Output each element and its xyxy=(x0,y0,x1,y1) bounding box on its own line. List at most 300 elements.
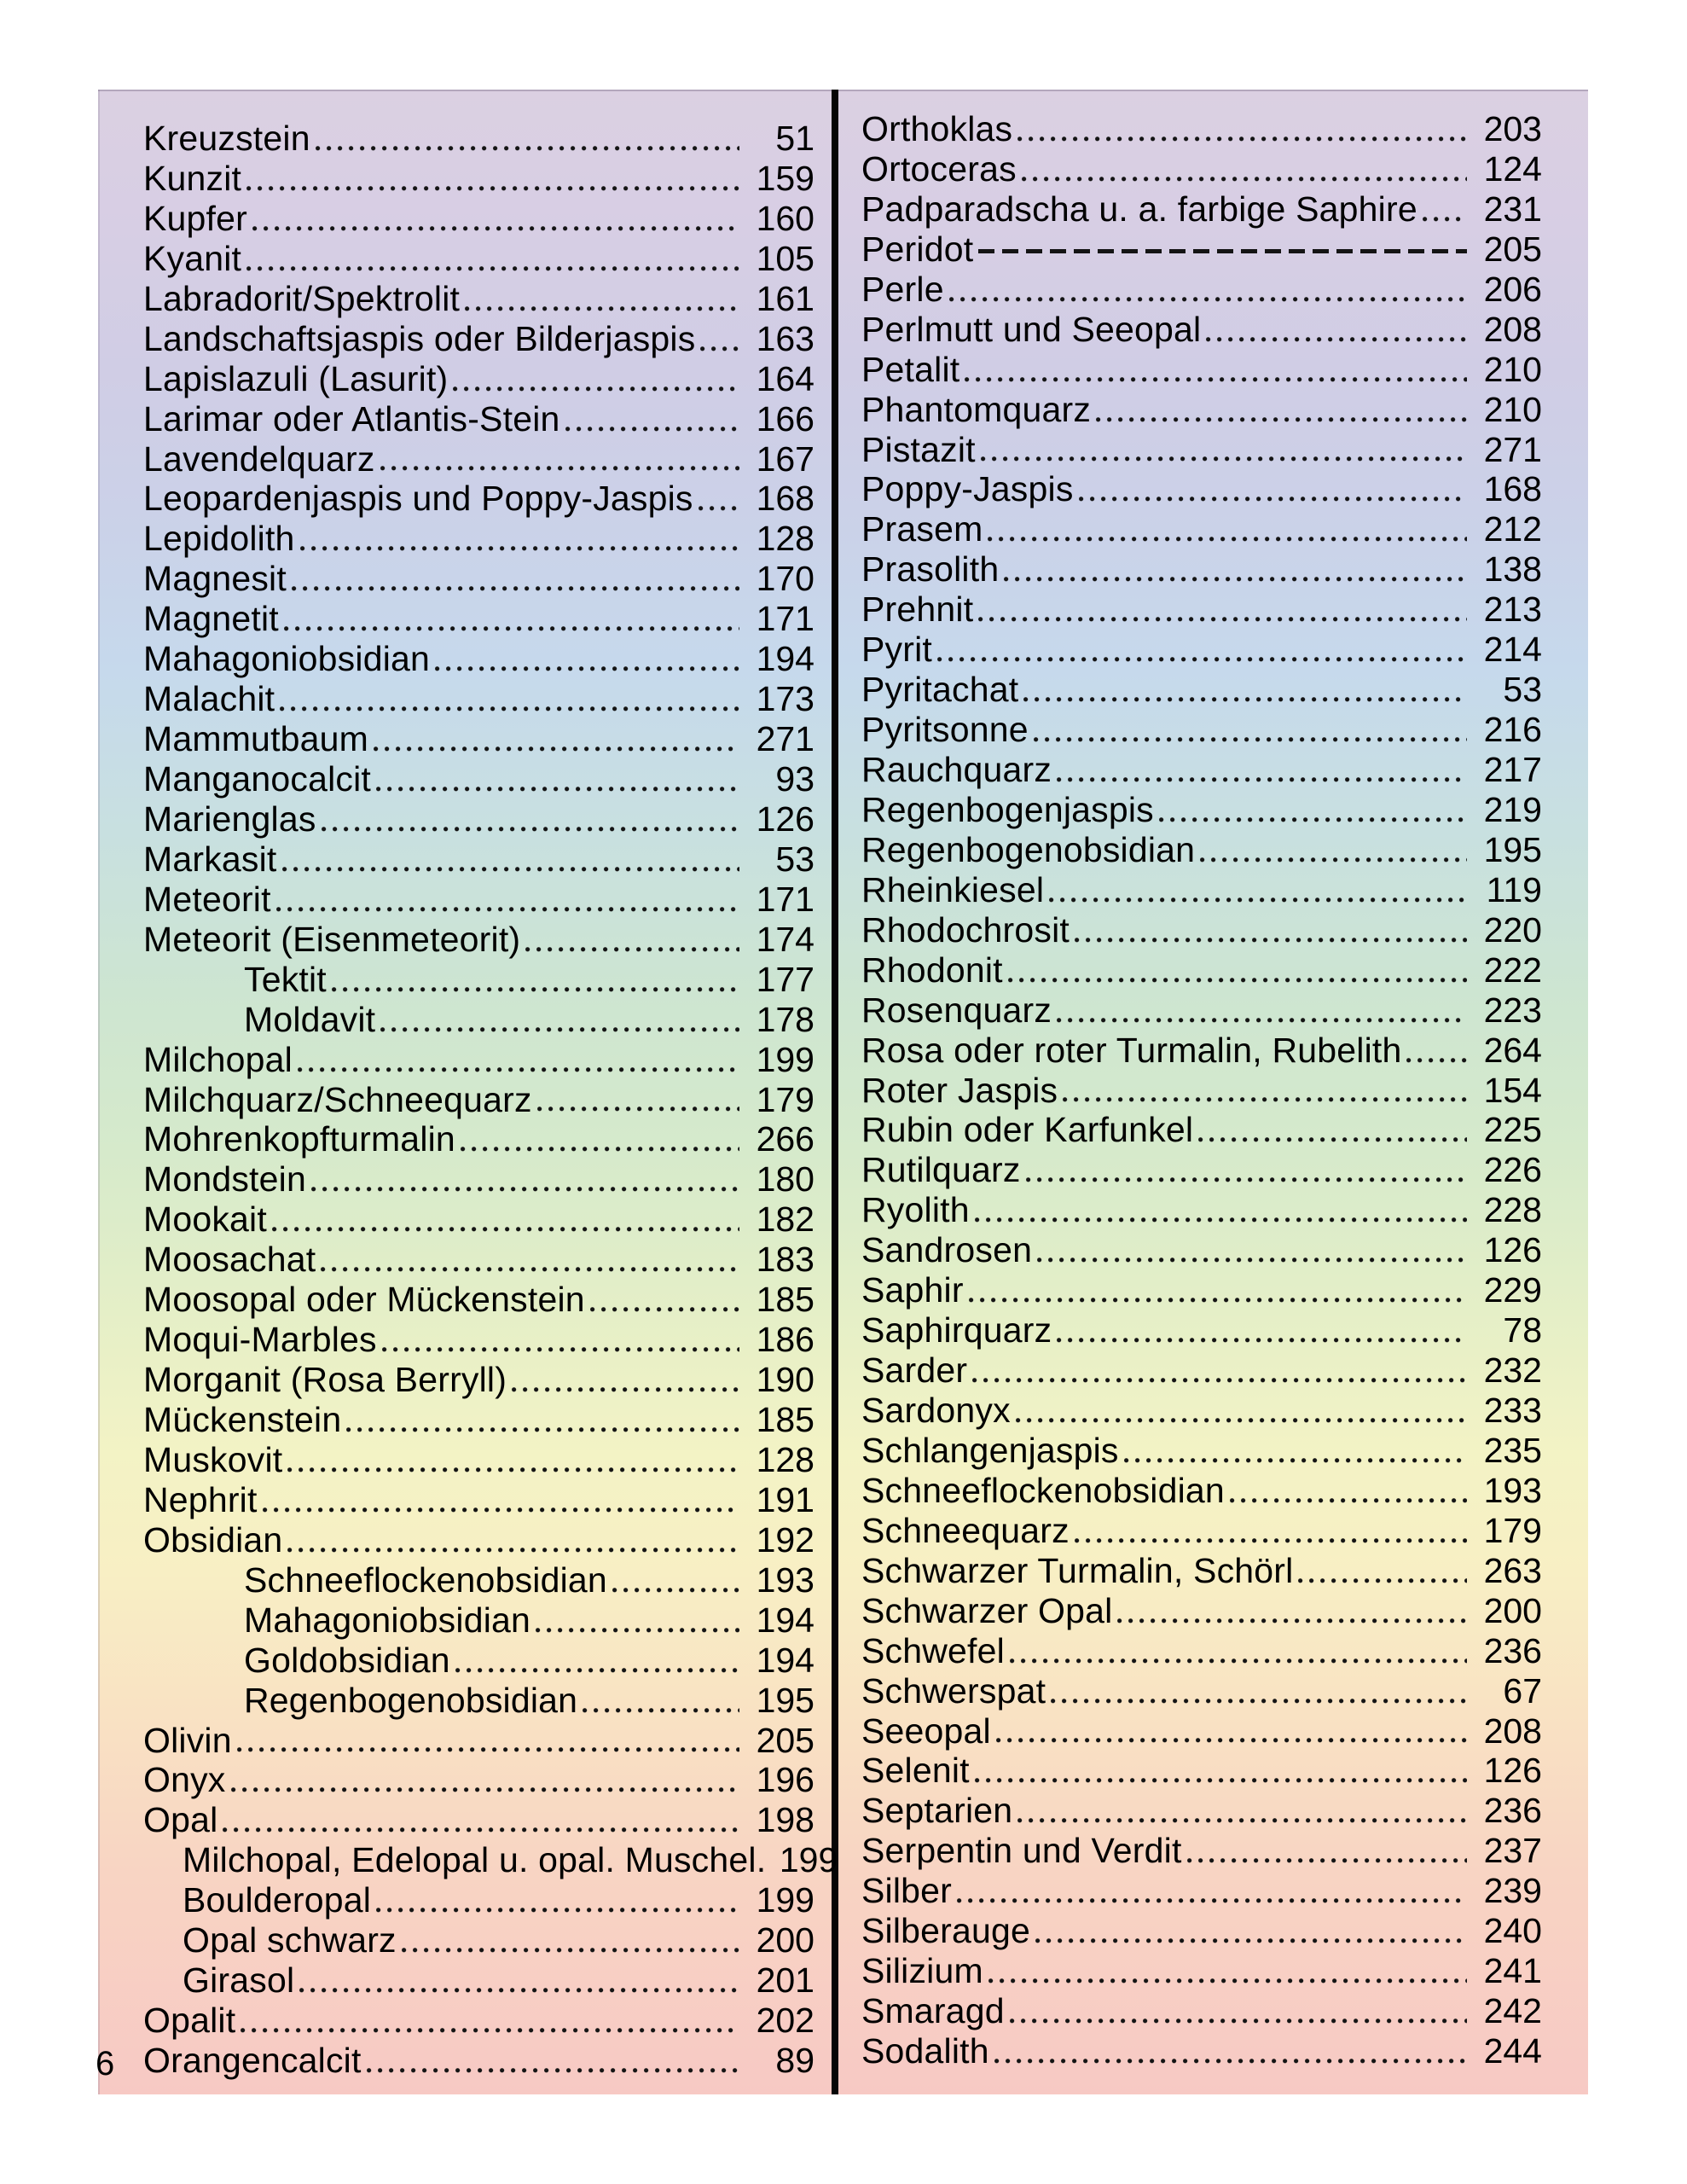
entry-label: Regenbogenjaspis xyxy=(861,789,1154,829)
entry-page: 199 xyxy=(779,1840,838,1880)
dot-leader-icon xyxy=(397,1920,743,1960)
entry-page: 228 xyxy=(1483,1190,1542,1230)
dot-leader-icon xyxy=(1293,1551,1470,1591)
index-entry xyxy=(143,719,815,759)
entry-page: 225 xyxy=(1483,1110,1542,1150)
entry-page: 128 xyxy=(756,519,815,559)
dot-leader-icon xyxy=(1011,1391,1470,1431)
entry-label: Labradorit/Spektrolit xyxy=(143,278,461,318)
entry-page: 126 xyxy=(756,799,815,839)
entry-page: 67 xyxy=(1503,1670,1542,1711)
index-entry xyxy=(861,109,1542,149)
dot-leader-icon xyxy=(294,1960,743,2001)
entry-page: 217 xyxy=(1483,750,1542,789)
dot-leader-icon xyxy=(1003,950,1470,990)
entry-page: 222 xyxy=(1483,950,1542,990)
entry-label: Leopardenjaspis und Poppy-Jaspis xyxy=(143,479,693,519)
entry-label: Prasolith xyxy=(861,549,1000,590)
entry-page: 195 xyxy=(1483,829,1542,869)
dot-leader-icon xyxy=(952,1871,1470,1911)
entry-label: Saphir xyxy=(861,1270,964,1310)
entry-page: 220 xyxy=(1483,909,1542,950)
dot-leader-icon xyxy=(1417,189,1470,229)
index-entry xyxy=(861,430,1542,470)
index-entry xyxy=(861,750,1542,790)
index-entry xyxy=(861,1791,1542,1831)
column-divider xyxy=(832,90,838,2094)
index-entry xyxy=(143,1760,815,1800)
index-entry xyxy=(143,1159,815,1199)
entry-label: Moosopal oder Mückenstein xyxy=(143,1280,585,1320)
entry-label: Rosa oder roter Turmalin, Rubelith xyxy=(861,1030,1402,1070)
index-entry xyxy=(143,1280,815,1320)
entry-label: Rheinkiesel xyxy=(861,869,1045,909)
entry-label: Milchquarz/Schneequarz xyxy=(143,1079,532,1119)
entry-page: 124 xyxy=(1483,148,1542,189)
index-entry xyxy=(861,1190,1542,1230)
dot-leader-icon xyxy=(520,920,743,960)
entry-label: Mahagoniobsidian xyxy=(244,1600,531,1640)
entry-label: Lepidolith xyxy=(143,519,295,559)
entry-page: 179 xyxy=(1483,1510,1542,1550)
entry-label: Manganocalcit xyxy=(143,759,371,799)
index-entry xyxy=(861,950,1542,990)
entry-page: 236 xyxy=(1483,1791,1542,1831)
index-entry xyxy=(861,350,1542,390)
index-entry xyxy=(143,1240,815,1280)
index-entry xyxy=(143,119,815,159)
dot-leader-icon xyxy=(247,199,743,239)
index-entry xyxy=(861,1911,1542,1951)
dot-leader-icon xyxy=(1005,1991,1470,2031)
entry-page: 192 xyxy=(756,1519,815,1560)
index-entry xyxy=(143,439,815,479)
dot-leader-icon xyxy=(341,1400,743,1440)
index-entry xyxy=(861,630,1542,670)
dot-leader-icon xyxy=(989,2031,1470,2071)
entry-page: 219 xyxy=(1483,789,1542,829)
entry-label: Magnesit xyxy=(143,559,287,599)
index-entry xyxy=(143,1400,815,1440)
index-column-right xyxy=(861,109,1542,2071)
entry-label: Silizium xyxy=(861,1951,983,1991)
entry-label: Rhodochrosit xyxy=(861,909,1070,950)
entry-label: Silber xyxy=(861,1871,953,1911)
dot-leader-icon xyxy=(959,350,1470,390)
dot-leader-icon xyxy=(1154,790,1470,830)
index-entry xyxy=(143,839,815,880)
index-entry xyxy=(143,319,815,359)
entry-label: Obsidian xyxy=(143,1519,283,1560)
index-entry xyxy=(861,1591,1542,1631)
entry-label: Kupfer xyxy=(143,198,247,238)
dot-leader-icon xyxy=(1012,1791,1470,1831)
dot-leader-icon xyxy=(1182,1831,1470,1871)
entry-label: Schneeflockenobsidian xyxy=(861,1470,1225,1510)
entry-page: 167 xyxy=(756,439,815,479)
entry-page: 164 xyxy=(756,358,815,398)
entry-page: 126 xyxy=(1483,1751,1542,1791)
entry-label: Olivin xyxy=(143,1720,232,1760)
entry-label: Sarder xyxy=(861,1350,968,1391)
index-entry xyxy=(861,149,1542,189)
index-entry xyxy=(861,509,1542,549)
entry-label: Lapislazuli (Lasurit) xyxy=(143,358,449,398)
dot-leader-icon xyxy=(1044,870,1470,910)
dot-leader-icon xyxy=(226,1760,744,1800)
dot-leader-icon xyxy=(560,399,743,439)
entry-label: Magnetit xyxy=(143,599,279,639)
entry-page: 200 xyxy=(1483,1590,1542,1630)
entry-page: 126 xyxy=(1483,1230,1542,1270)
entry-label: Phantomquarz xyxy=(861,389,1092,429)
dot-leader-icon xyxy=(295,519,743,559)
entry-page: 154 xyxy=(1483,1070,1542,1110)
index-entry xyxy=(861,1310,1542,1350)
entry-page: 202 xyxy=(756,2001,815,2041)
entry-page: 271 xyxy=(756,719,815,759)
dot-leader-icon xyxy=(695,319,743,359)
entry-label: Goldobsidian xyxy=(244,1640,450,1680)
entry-page: 119 xyxy=(1486,869,1542,909)
dot-leader-icon xyxy=(1052,1310,1470,1350)
dot-leader-icon xyxy=(1029,710,1470,750)
entry-page: 160 xyxy=(756,198,815,238)
entry-label: Milchopal xyxy=(143,1039,293,1079)
index-entry xyxy=(861,2031,1542,2071)
entry-label: Rubin oder Karfunkel xyxy=(861,1110,1194,1150)
dot-leader-icon xyxy=(377,1320,743,1360)
dot-leader-icon xyxy=(1012,109,1470,149)
entry-label: Lavendelquarz xyxy=(143,439,375,479)
entry-label: Padparadscha u. a. farbige Saphire xyxy=(861,189,1417,229)
entry-page: 210 xyxy=(1483,349,1542,389)
entry-label: Moldavit xyxy=(244,999,376,1039)
entry-page: 89 xyxy=(775,2041,815,2080)
dot-leader-icon xyxy=(241,239,743,279)
entry-label: Sardonyx xyxy=(861,1391,1011,1430)
dot-leader-icon xyxy=(1201,310,1470,350)
entry-label: Prasem xyxy=(861,509,983,549)
entry-page: 128 xyxy=(756,1439,815,1479)
dot-leader-icon xyxy=(577,1681,743,1721)
dot-leader-icon xyxy=(1005,1631,1470,1671)
entry-label: Orangencalcit xyxy=(143,2041,362,2080)
index-entry xyxy=(143,1360,815,1400)
entry-page: 196 xyxy=(756,1760,815,1800)
entry-page: 199 xyxy=(756,1039,815,1079)
entry-page: 232 xyxy=(1483,1350,1542,1391)
dot-leader-icon xyxy=(1119,1431,1470,1471)
dot-leader-icon xyxy=(375,1000,743,1040)
entry-page: 168 xyxy=(756,479,815,519)
entry-label: Larimar oder Atlantis-Stein xyxy=(143,398,560,439)
index-entry xyxy=(861,1631,1542,1671)
dot-leader-icon xyxy=(275,679,743,719)
entry-page: 237 xyxy=(1483,1831,1542,1871)
dot-leader-icon xyxy=(310,119,743,159)
entry-label: Petalit xyxy=(861,349,960,389)
entry-page: 174 xyxy=(756,919,815,959)
dot-leader-icon xyxy=(1032,1230,1470,1270)
dot-leader-icon xyxy=(1195,830,1470,870)
index-entry xyxy=(143,1119,815,1159)
entry-page: 205 xyxy=(756,1720,815,1760)
index-entry xyxy=(861,1991,1542,2031)
dot-leader-icon xyxy=(532,1080,743,1120)
dot-leader-icon xyxy=(1074,469,1470,509)
entry-label: Sandrosen xyxy=(861,1230,1033,1270)
entry-label: Pyritachat xyxy=(861,670,1019,710)
entry-page: 179 xyxy=(756,1079,815,1119)
entry-label: Serpentin und Verdit xyxy=(861,1831,1182,1871)
index-entry xyxy=(143,759,815,799)
dot-leader-icon xyxy=(976,430,1470,470)
dot-leader-icon xyxy=(282,1520,743,1560)
entry-label: Landschaftsjaspis oder Bilderjaspis xyxy=(143,318,696,358)
index-entry xyxy=(143,1560,815,1600)
entry-page: 236 xyxy=(1483,1630,1542,1670)
entry-label: Tektit xyxy=(244,959,327,999)
index-entry xyxy=(861,670,1542,710)
dot-leader-icon xyxy=(1070,1511,1470,1551)
entry-page: 226 xyxy=(1483,1150,1542,1190)
entry-page: 171 xyxy=(756,879,815,919)
index-entry xyxy=(143,199,815,239)
dot-leader-icon xyxy=(967,1350,1470,1391)
index-entry xyxy=(861,790,1542,830)
entry-label: Prehnit xyxy=(861,590,974,630)
entry-label: Rhodonit xyxy=(861,950,1003,990)
dot-leader-icon xyxy=(448,359,743,399)
entry-page: 194 xyxy=(756,1600,815,1640)
index-entry xyxy=(861,830,1542,870)
index-entry xyxy=(143,1960,815,2001)
entry-label: Pistazit xyxy=(861,429,976,469)
dot-leader-icon xyxy=(287,559,743,599)
entry-label: Silberauge xyxy=(861,1911,1031,1951)
dot-leader-icon xyxy=(293,1040,743,1080)
entry-label: Meteorit xyxy=(143,879,271,919)
entry-label: Rauchquarz xyxy=(861,750,1052,789)
dot-leader-icon xyxy=(991,1711,1470,1751)
index-entry xyxy=(143,519,815,559)
index-entry xyxy=(143,1320,815,1360)
index-entry xyxy=(143,1600,815,1641)
entry-page: 195 xyxy=(756,1680,815,1720)
entry-label: Pyritsonne xyxy=(861,710,1029,750)
index-entry xyxy=(143,1000,815,1040)
index-entry xyxy=(861,229,1542,270)
entry-page: 93 xyxy=(775,759,815,799)
entry-page: 190 xyxy=(756,1360,815,1400)
dot-leader-icon xyxy=(507,1360,743,1400)
index-entry xyxy=(861,549,1542,590)
index-entry xyxy=(861,1551,1542,1591)
entry-label: Kyanit xyxy=(143,238,242,278)
index-panel xyxy=(98,90,1588,2094)
dot-leader-icon xyxy=(944,270,1470,310)
entry-label: Opal xyxy=(143,1800,218,1840)
index-entry xyxy=(143,359,815,399)
entry-page: 105 xyxy=(756,238,815,278)
entry-label: Schlangenjaspis xyxy=(861,1430,1119,1470)
index-entry xyxy=(861,1751,1542,1791)
index-entry xyxy=(143,1920,815,1960)
entry-page: 206 xyxy=(1483,269,1542,309)
dot-leader-icon xyxy=(1017,149,1470,189)
entry-page: 177 xyxy=(756,959,815,999)
entry-label: Mohrenkopfturmalin xyxy=(143,1119,455,1159)
entry-page: 216 xyxy=(1483,710,1542,750)
entry-label: Schwarzer Turmalin, Schörl xyxy=(861,1550,1294,1590)
entry-page: 205 xyxy=(1483,229,1542,269)
index-entry xyxy=(143,1199,815,1240)
entry-label: Rosenquarz xyxy=(861,990,1052,1030)
dot-leader-icon xyxy=(1046,1671,1470,1711)
entry-page: 201 xyxy=(756,1960,815,2001)
entry-label: Mahagoniobsidian xyxy=(143,639,431,679)
dot-leader-icon xyxy=(607,1560,743,1600)
dot-leader-icon xyxy=(306,1159,743,1199)
entry-page: 242 xyxy=(1483,1991,1542,2031)
index-entry xyxy=(143,1880,815,1920)
dot-leader-icon xyxy=(460,279,743,319)
entry-page: 194 xyxy=(756,1640,815,1680)
dot-leader-icon xyxy=(232,1721,743,1761)
entry-page: 173 xyxy=(756,679,815,719)
dot-leader-icon xyxy=(983,509,1470,549)
entry-label: Peridot xyxy=(861,229,974,269)
entry-label: Muskovit xyxy=(143,1439,283,1479)
index-entry xyxy=(861,189,1542,229)
entry-page: 198 xyxy=(756,1800,815,1840)
entry-label: Perlmutt und Seeopal xyxy=(861,309,1202,349)
entry-page: 185 xyxy=(756,1400,815,1439)
entry-label: Seeopal xyxy=(861,1711,991,1751)
index-entry xyxy=(143,239,815,279)
dot-leader-icon xyxy=(277,839,743,880)
dot-leader-icon xyxy=(282,1440,743,1480)
entry-page: 223 xyxy=(1483,990,1542,1030)
entry-page: 185 xyxy=(756,1280,815,1320)
dot-leader-icon xyxy=(1225,1471,1470,1511)
index-entry xyxy=(143,479,815,519)
entry-page: 180 xyxy=(756,1159,815,1199)
entry-label: Opal schwarz xyxy=(183,1920,397,1960)
index-entry xyxy=(143,880,815,920)
entry-page: 193 xyxy=(756,1560,815,1600)
dot-leader-icon xyxy=(999,549,1470,590)
entry-page: 244 xyxy=(1483,2031,1542,2071)
dot-leader-icon xyxy=(371,759,743,799)
index-entry xyxy=(861,1071,1542,1111)
entry-page: 171 xyxy=(756,599,815,639)
index-entry xyxy=(143,1681,815,1721)
dot-leader-icon xyxy=(693,479,743,519)
index-entry xyxy=(143,279,815,319)
entry-page: 213 xyxy=(1483,590,1542,630)
dot-leader-icon xyxy=(1070,910,1470,950)
dot-leader-icon xyxy=(258,1480,743,1520)
index-entry xyxy=(143,1480,815,1520)
index-entry xyxy=(143,639,815,679)
entry-label: Mondstein xyxy=(143,1159,306,1199)
entry-label: Moosachat xyxy=(143,1240,316,1280)
dot-leader-icon xyxy=(973,229,1470,270)
entry-label: Rutilquarz xyxy=(861,1150,1021,1190)
dot-leader-icon xyxy=(964,1270,1470,1310)
dot-leader-icon xyxy=(316,1240,743,1280)
dot-leader-icon xyxy=(375,439,743,479)
index-entry xyxy=(143,1800,815,1840)
index-entry xyxy=(861,310,1542,350)
entry-page: 53 xyxy=(1503,670,1542,710)
entry-label: Regenbogenobsidian xyxy=(861,829,1196,869)
index-entry xyxy=(143,1040,815,1080)
entry-label: Selenit xyxy=(861,1751,970,1791)
index-entry xyxy=(861,1431,1542,1471)
dot-leader-icon xyxy=(973,590,1470,630)
entry-page: 263 xyxy=(1483,1550,1542,1590)
entry-label: Schneequarz xyxy=(861,1510,1070,1550)
entry-page: 233 xyxy=(1483,1391,1542,1430)
dot-leader-icon xyxy=(327,960,743,1000)
index-entry xyxy=(143,1840,838,1880)
index-entry xyxy=(861,469,1542,509)
entry-label: Marienglas xyxy=(143,799,316,839)
index-entry xyxy=(143,679,815,719)
entry-label: Opalit xyxy=(143,2001,236,2041)
index-entry xyxy=(143,559,815,599)
index-entry xyxy=(861,870,1542,910)
entry-page: 208 xyxy=(1483,1711,1542,1751)
entry-label: Ryolith xyxy=(861,1190,970,1230)
index-entry xyxy=(861,1831,1542,1871)
index-entry xyxy=(143,1721,815,1761)
entry-page: 239 xyxy=(1483,1871,1542,1911)
index-entry xyxy=(861,1511,1542,1551)
entry-label: Mückenstein xyxy=(143,1400,342,1439)
index-entry xyxy=(861,1230,1542,1270)
entry-page: 212 xyxy=(1483,509,1542,549)
entry-page: 51 xyxy=(775,119,815,158)
dot-leader-icon xyxy=(267,1199,743,1240)
dot-leader-icon xyxy=(530,1600,743,1641)
entry-label: Malachit xyxy=(143,679,275,719)
entry-page: 178 xyxy=(756,999,815,1039)
entry-label: Kunzit xyxy=(143,158,242,198)
entry-label: Nephrit xyxy=(143,1479,258,1519)
dot-leader-icon xyxy=(455,1119,743,1159)
entry-page: 199 xyxy=(756,1880,815,1920)
entry-page: 264 xyxy=(1483,1030,1542,1070)
dot-leader-icon xyxy=(1030,1911,1470,1951)
entry-label: Ortoceras xyxy=(861,148,1017,189)
dot-leader-icon xyxy=(371,1880,743,1920)
entry-label: Mookait xyxy=(143,1199,267,1240)
index-entry xyxy=(143,2041,815,2081)
index-entry xyxy=(861,1150,1542,1190)
index-entry xyxy=(143,1440,815,1480)
index-entry xyxy=(861,1951,1542,1991)
dot-leader-icon xyxy=(1401,1031,1470,1071)
entry-label: Saphirquarz xyxy=(861,1310,1052,1350)
entry-page: 208 xyxy=(1483,309,1542,349)
dot-leader-icon xyxy=(1112,1591,1470,1631)
index-entry xyxy=(861,1871,1542,1911)
entry-label: Moqui-Marbles xyxy=(143,1320,377,1360)
